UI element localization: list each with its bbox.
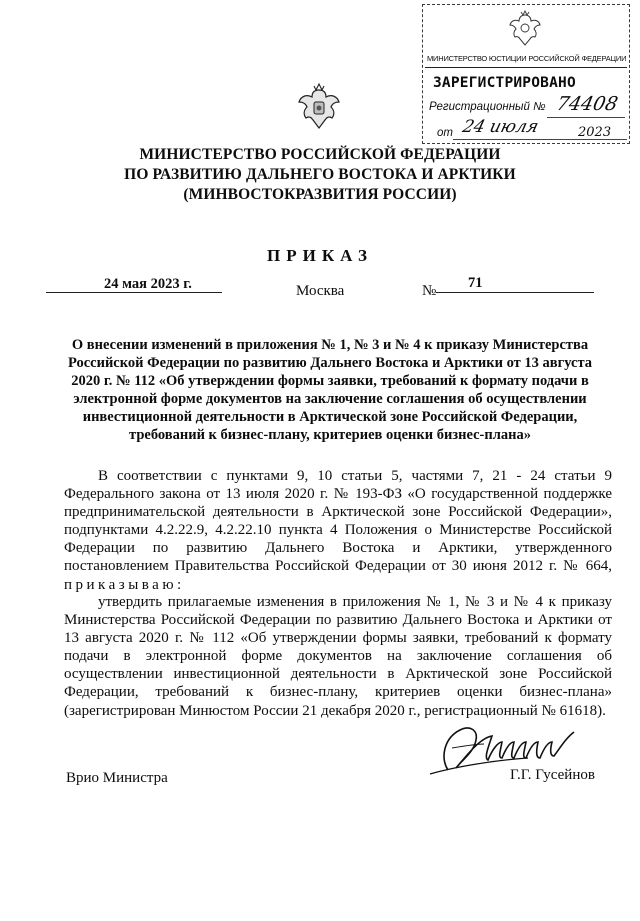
body-paragraph-2: утвердить прилагаемые изменения в приложения № 1, № 3 и № 4 к приказу Министерства Российской Федерации по развитию Дальнего Востока и Арктики от 13 августа 2020 г. № 112 «Об утверждении формы заявки, требований к формату подачи в электронной форме документов на заключение соглашения об осуществлении инвестиционной деятельности в Арктической зоне Российской Федерации, требований к бизнес-плану, критериев оценки бизнес-плана» (зарегистрирован Минюстом России 21 декабря 2020 г., регистрационный № 61618). (64, 594, 612, 719)
stamp-reg-number-label: Регистрационный № (429, 101, 546, 113)
stamp-divider (425, 67, 627, 68)
ministry-line-3: (МИНВОСТОКРАЗВИТИЯ РОССИИ) (183, 186, 457, 203)
order-word: приказываю: (64, 576, 185, 593)
order-subject: О внесении изменений в приложения № 1, № 3 и № 4 к приказу Министерства Российской Федерации по развитию Дальнего Востока и Арктики от 13 августа 2020 г. № 112 «Об утверждении формы заявки, требований к формату подачи в электронной форме документов на заключение соглашения об осуществлении инвестиционной деятельности в Арктической зоне Российской Федерации, требований к бизнес-плану, критериев оценки бизнес-плана» (67, 337, 593, 443)
body-paragraph-1 (64, 467, 612, 594)
stamp-reg-number-value: 74408 (554, 93, 620, 115)
order-title: ПРИКАЗ (267, 246, 373, 265)
order-number: 71 (468, 275, 483, 291)
order-city: Москва (296, 283, 345, 299)
ministry-line-1: МИНИСТЕРСТВО РОССИЙСКОЙ ФЕДЕРАЦИИ (139, 146, 501, 163)
order-date: 24 мая 2023 г. (104, 276, 192, 292)
stamp-year-value: 2023 (578, 125, 612, 140)
stamp-date-prefix: от (437, 127, 453, 139)
stamp-registered-label: ЗАРЕГИСТРИРОВАНО (433, 75, 576, 91)
ministry-name (0, 145, 640, 205)
date-underline (46, 292, 222, 293)
coat-of-arms-icon (296, 82, 342, 132)
stamp-number-underline (547, 117, 625, 118)
registration-stamp (422, 4, 630, 144)
stamp-date-value: 24 июля (460, 117, 541, 137)
stamp-coat-of-arms-icon (507, 9, 543, 49)
stamp-date-underline (453, 139, 627, 140)
number-underline (436, 292, 594, 293)
ministry-line-2: ПО РАЗВИТИЮ ДАЛЬНЕГО ВОСТОКА И АРКТИКИ (124, 166, 516, 183)
signer-name: Г.Г. Гусейнов (510, 767, 595, 783)
body-paragraph-1-text: В соответствии с пунктами 9, 10 статьи 5, частями 7, 21 - 24 статьи 9 Федерального закона от 13 июля 2020 г. № 193-ФЗ «О государственной поддержке предпринимательской деятельности в Арктической зоне Российской Федерации», подпунктами 4.2.22.9, 4.2.22.10 пункта 4 Положения о Министерстве Российской Федерации по развитию Дальнего Востока и Арктики, утвержденного постановлением Правительства Российской Федерации от 30 июня 2012 г. № 664, (64, 468, 612, 575)
order-number-sign: № (422, 283, 437, 299)
stamp-organization: МИНИСТЕРСТВО ЮСТИЦИИ РОССИЙСКОЙ ФЕДЕРАЦИИ (427, 54, 627, 63)
signer-position: Врио Министра (66, 770, 168, 786)
